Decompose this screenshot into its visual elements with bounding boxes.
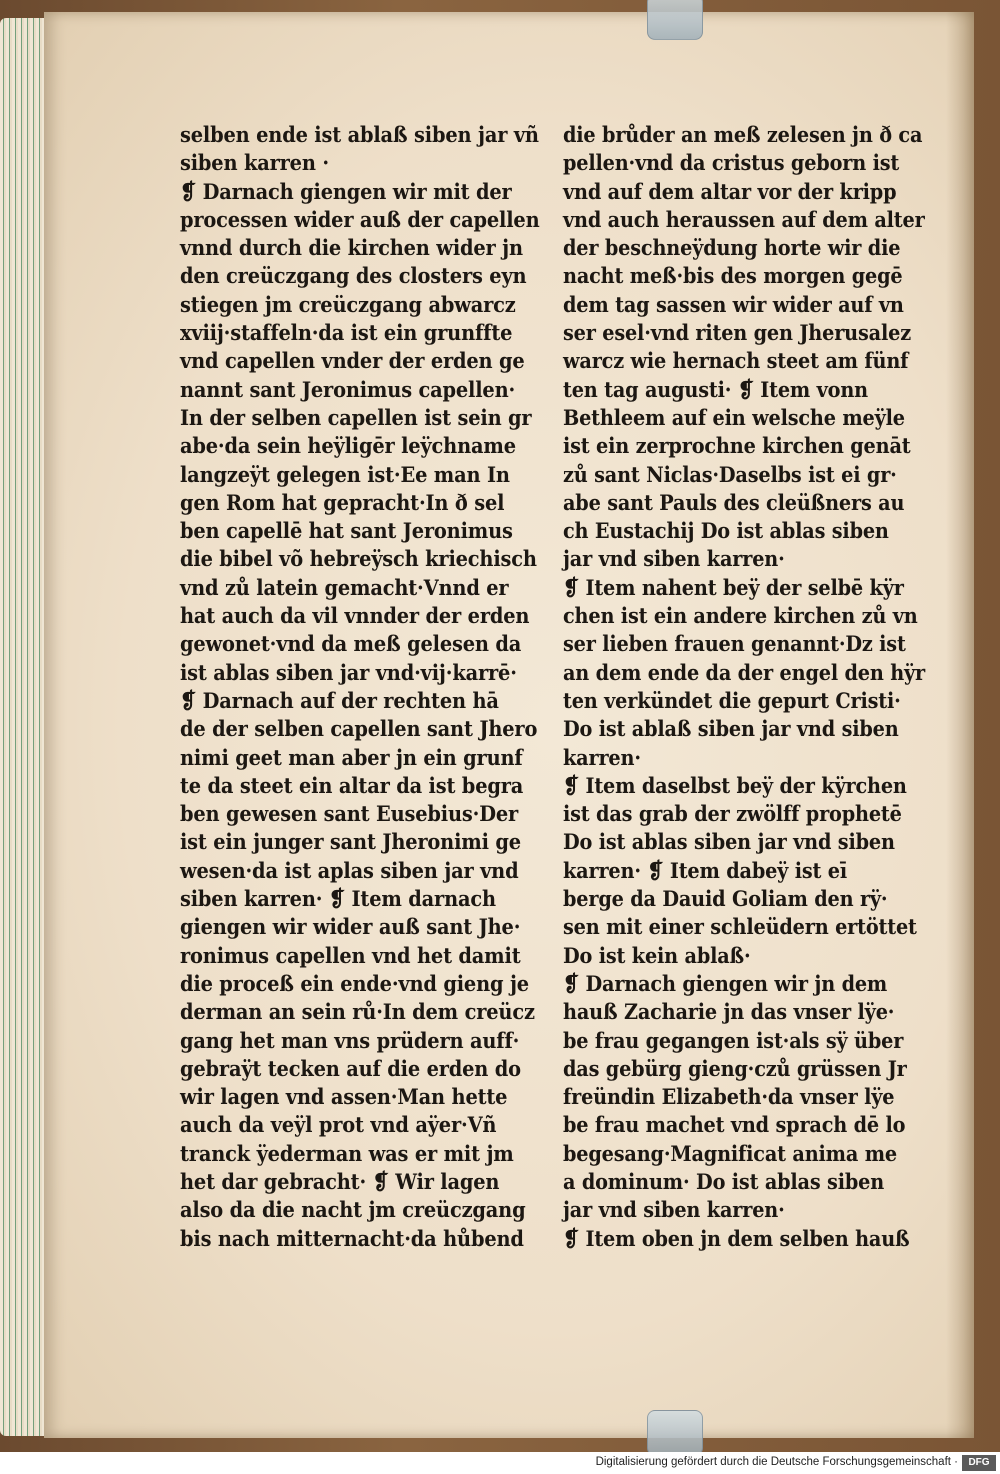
text-line: ben gewesen sant Eusebius·Der [180, 802, 519, 828]
text-line: gebraÿt tecken auf die erden do [180, 1056, 521, 1082]
text-line: die bibel võ hebreÿsch kriechisch [180, 547, 537, 573]
text-line: ben capellē hat sant Jeronimus [180, 519, 513, 545]
text-line: langzeÿt gelegen ist·Ee man In [180, 462, 510, 488]
text-line: be frau gegangen ist·als sÿ über [563, 1028, 904, 1054]
text-line: ❡ Item oben jn dem selben hauß [563, 1226, 910, 1252]
text-line: freündin Elizabeth·da vnser lÿe [563, 1085, 895, 1111]
text-line: tranck ÿederman was er mit jm [180, 1141, 514, 1167]
text-line: jar vnd siben karren· [563, 1198, 785, 1224]
text-line: xviij·staffeln·da ist ein grunffte [180, 321, 513, 347]
text-line: gang het man vns prüdern auff· [180, 1028, 520, 1054]
text-line: ❡ Darnach giengen wir mit der [180, 179, 512, 205]
text-line: ist ein junger sant Jheronimi ge [180, 830, 521, 856]
text-line: ❡ Darnach giengen wir jn dem [563, 971, 888, 997]
text-line: processen wider auß der capellen [180, 207, 540, 233]
text-line: vnd zů latein gemacht·Vnnd er [180, 575, 509, 601]
text-line: wesen·da ist aplas siben jar vnd [180, 858, 519, 884]
text-line: vnnd durch die kirchen wider jn [180, 236, 523, 262]
text-line: ist das grab der zwölff prophetē [563, 802, 902, 828]
text-line: ser lieben frauen genannt·Dz ist [563, 632, 906, 658]
text-line: die brůder an meß zelesen jn ð ca [563, 123, 923, 148]
text-column-right [563, 122, 967, 1254]
dfg-logo: DFG [962, 1455, 996, 1471]
text-line: chen ist ein andere kirchen zů vn [563, 604, 918, 630]
text-line: giengen wir wider auß sant Jhe· [180, 915, 521, 941]
text-line: ❡ Item daselbst beÿ der kÿrchen [563, 773, 907, 799]
text-line: abe·da sein heÿligēr leÿchname [180, 434, 516, 460]
text-line: te da steet ein altar da ist begra [180, 773, 524, 799]
text-line: der beschneÿdung horte wir die [563, 236, 901, 262]
text-line: Do ist ablaß siben jar vnd siben [563, 717, 899, 743]
text-line: ch Eustachij Do ist ablas siben [563, 519, 889, 545]
text-line: ten tag augusti· ❡ Item vonn [563, 377, 869, 403]
text-line: dem tag sassen wir wider auf vn [563, 292, 904, 318]
text-line: ist ablas siben jar vnd·vij·karrē· [180, 660, 517, 686]
text-line: vnd auch heraussen auf dem alter [563, 207, 925, 233]
footer-bar [0, 1452, 1000, 1474]
text-column-left [180, 122, 579, 1254]
text-line: vnd capellen vnder der erden ge [180, 349, 525, 375]
text-line: wir lagen vnd assen·Man hette [180, 1085, 508, 1111]
text-line: zů sant Niclas·Daselbs ist ei gr· [563, 462, 897, 488]
text-line: a dominum· Do ist ablas siben [563, 1169, 885, 1195]
text-line: karren· [563, 745, 641, 771]
text-line: das gebürg gieng·czů grüssen Jr [563, 1056, 907, 1082]
text-line: begesang·Magnificat anima me [563, 1141, 897, 1167]
funding-credit: Digitalisierung gefördert durch die Deutsche Forschungsgemeinschaft · [595, 1456, 958, 1468]
text-line: an dem ende da der engel den hÿr [563, 660, 926, 686]
text-line: gen Rom hat gepracht·In ð sel [180, 490, 505, 516]
text-line: ❡ Darnach auf der rechten hā [180, 688, 499, 714]
text-line: siben karren · [180, 151, 329, 177]
text-line: ser esel·vnd riten gen Jherusalez [563, 321, 911, 347]
text-line: het dar gebracht· ❡ Wir lagen [180, 1169, 500, 1195]
page-clip-bottom [647, 1410, 703, 1452]
text-line: sen mit einer schleüdern ertöttet [563, 915, 917, 941]
text-line: abe sant Pauls des cleüßners au [563, 490, 905, 516]
text-line: de der selben capellen sant Jhero [180, 717, 538, 743]
text-line: pellen·vnd da cristus geborn ist [563, 151, 900, 177]
page-clip-top [647, 0, 703, 40]
text-line: ronimus capellen vnd het damit [180, 943, 521, 969]
text-line: be frau machet vnd sprach dē lo [563, 1113, 906, 1139]
text-line: karren· ❡ Item dabeÿ ist eī [563, 858, 847, 884]
text-line: berge da Dauid Goliam den rÿ· [563, 887, 888, 913]
text-line: Do ist ablas siben jar vnd siben [563, 830, 895, 856]
text-line: selben ende ist ablaß siben jar vñ [180, 123, 539, 148]
text-line: ❡ Item nahent beÿ der selbē kÿr [563, 575, 904, 601]
text-line: nimi geet man aber jn ein grunf [180, 745, 523, 771]
text-line: ist ein zerprochne kirchen genāt [563, 434, 911, 460]
text-line: stiegen jm creüczgang abwarcz [180, 292, 516, 318]
text-line: ten verkündet die gepurt Cristi· [563, 688, 901, 714]
text-line: Do ist kein ablaß· [563, 943, 751, 969]
text-line: nannt sant Jeronimus capellen· [180, 377, 516, 403]
text-line: nacht meß·bis des morgen gegē [563, 264, 903, 290]
text-line: also da die nacht jm creüczgang [180, 1198, 526, 1224]
text-line: die proceß ein ende·vnd gieng je [180, 971, 529, 997]
text-line: warcz wie hernach steet am fünf [563, 349, 909, 375]
text-line: auch da veÿl prot vnd aÿer·Vñ [180, 1113, 497, 1139]
text-line: den creüczgang des closters eyn [180, 264, 527, 290]
text-line: jar vnd siben karren· [563, 547, 785, 573]
text-line: hauß Zacharie jn das vnser lÿe· [563, 1000, 895, 1026]
text-line: vnd auf dem altar vor der kripp [563, 179, 897, 205]
text-line: gewonet·vnd da meß gelesen da [180, 632, 522, 658]
text-line: derman an sein rů·In dem creücz [180, 1000, 535, 1026]
text-line: bis nach mitternacht·da hůbend [180, 1226, 524, 1252]
text-line: siben karren· ❡ Item darnach [180, 887, 496, 913]
text-line: hat auch da vil vnnder der erden [180, 604, 530, 630]
text-line: In der selben capellen ist sein gr [180, 405, 532, 431]
text-line: Bethleem auf ein welsche meÿle [563, 405, 905, 431]
